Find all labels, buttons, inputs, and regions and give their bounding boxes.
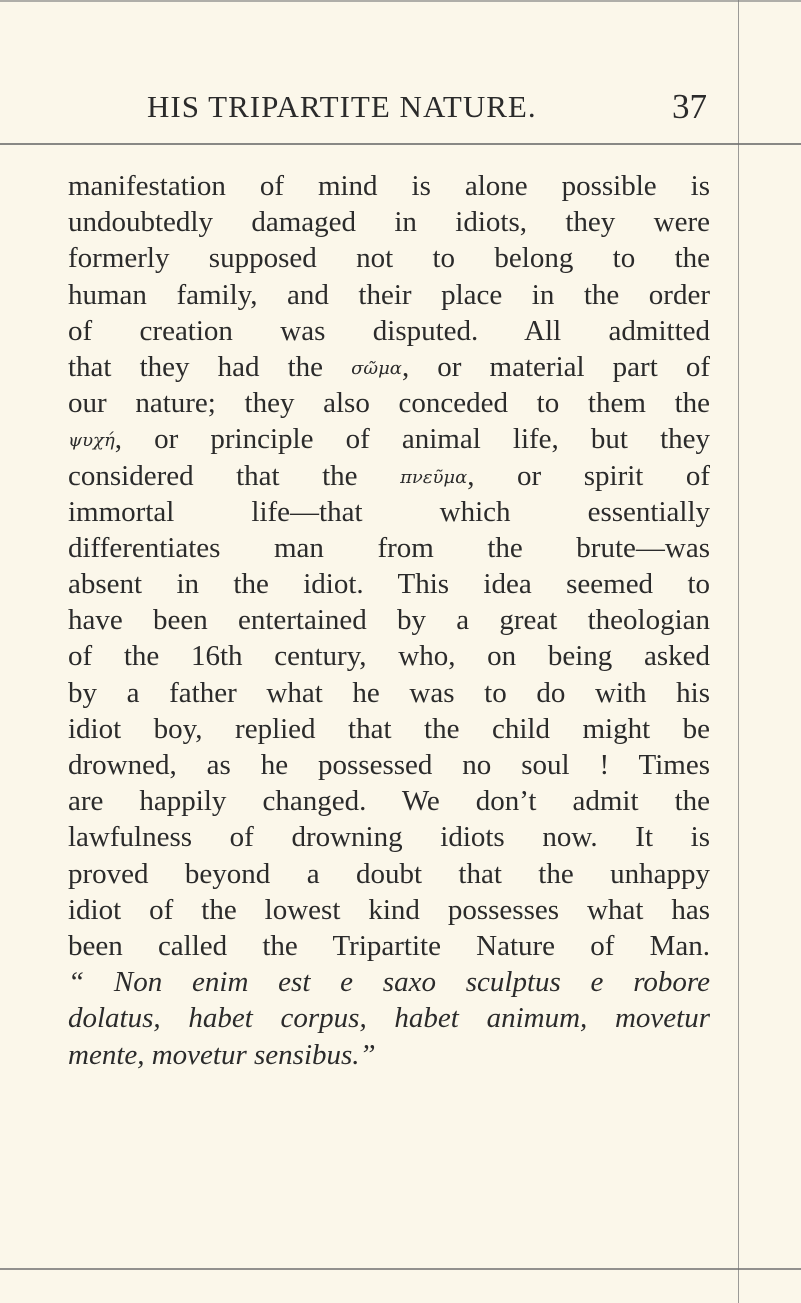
- top-edge-rule: [0, 0, 801, 2]
- text-line-with-greek: [68, 421, 710, 457]
- text-line: manifestation of mind is alone possible is: [68, 170, 710, 202]
- text-line: immortal life—that which essentially: [68, 495, 710, 528]
- latin-quotation-line: mente, movetur sensibus.”: [68, 1038, 376, 1071]
- text-line-with-greek: [68, 458, 710, 494]
- text-segment: considered that the: [68, 459, 401, 492]
- text-line: differentiates man from the brute—was: [68, 531, 710, 564]
- text-line: idiot of the lowest kind possesses what has: [68, 893, 710, 926]
- text-line: undoubtedly damaged in idiots, they were: [68, 206, 710, 239]
- text-line: idiot boy, replied that the child might be: [68, 712, 710, 745]
- page-number: 37: [672, 87, 707, 126]
- text-segment: that they had the: [68, 350, 352, 383]
- text-line-with-greek: [68, 349, 710, 385]
- text-line: drowned, as he possessed no soul ! Times: [68, 749, 710, 781]
- text-line: been called the Tripartite Nature of Man.: [68, 929, 710, 962]
- right-margin-rule: [738, 0, 739, 1303]
- text-line: human family, and their place in the order: [68, 278, 710, 311]
- bottom-rule: [0, 1268, 801, 1270]
- text-line: our nature; they also conceded to them the: [68, 387, 710, 420]
- text-line: of the 16th century, who, on being asked: [68, 640, 710, 673]
- body-text: [68, 168, 710, 1073]
- text-line: formerly supposed not to belong to the: [68, 242, 710, 275]
- text-segment: , or principle of animal life, but they: [114, 423, 710, 456]
- text-segment: , or spirit of: [467, 459, 710, 492]
- running-title: HIS TRIPARTITE NATURE.: [147, 89, 537, 124]
- latin-quotation-line: dolatus, habet corpus, habet animum, movetur: [68, 1002, 710, 1035]
- text-line: by a father what he was to do with his: [68, 676, 710, 709]
- text-line: lawfulness of drowning idiots now. It is: [68, 821, 710, 854]
- text-line: absent in the idiot. This idea seemed to: [68, 568, 710, 601]
- text-line: are happily changed. We don’t admit the: [68, 785, 710, 818]
- text-line: proved beyond a doubt that the unhappy: [68, 857, 710, 890]
- running-header: [147, 85, 707, 129]
- text-segment: , or material part of: [401, 350, 710, 383]
- greek-word-pneuma: πνεῦμα: [400, 466, 468, 488]
- greek-word-psyche: ψυχή: [68, 430, 115, 452]
- text-line: of creation was disputed. All admitted: [68, 314, 710, 347]
- latin-quotation-line: “ Non enim est e saxo sculptus e robore: [68, 966, 710, 999]
- text-line: have been entertained by a great theologian: [68, 604, 710, 637]
- header-rule: [0, 143, 801, 145]
- greek-word-soma: σῶμα: [351, 358, 402, 380]
